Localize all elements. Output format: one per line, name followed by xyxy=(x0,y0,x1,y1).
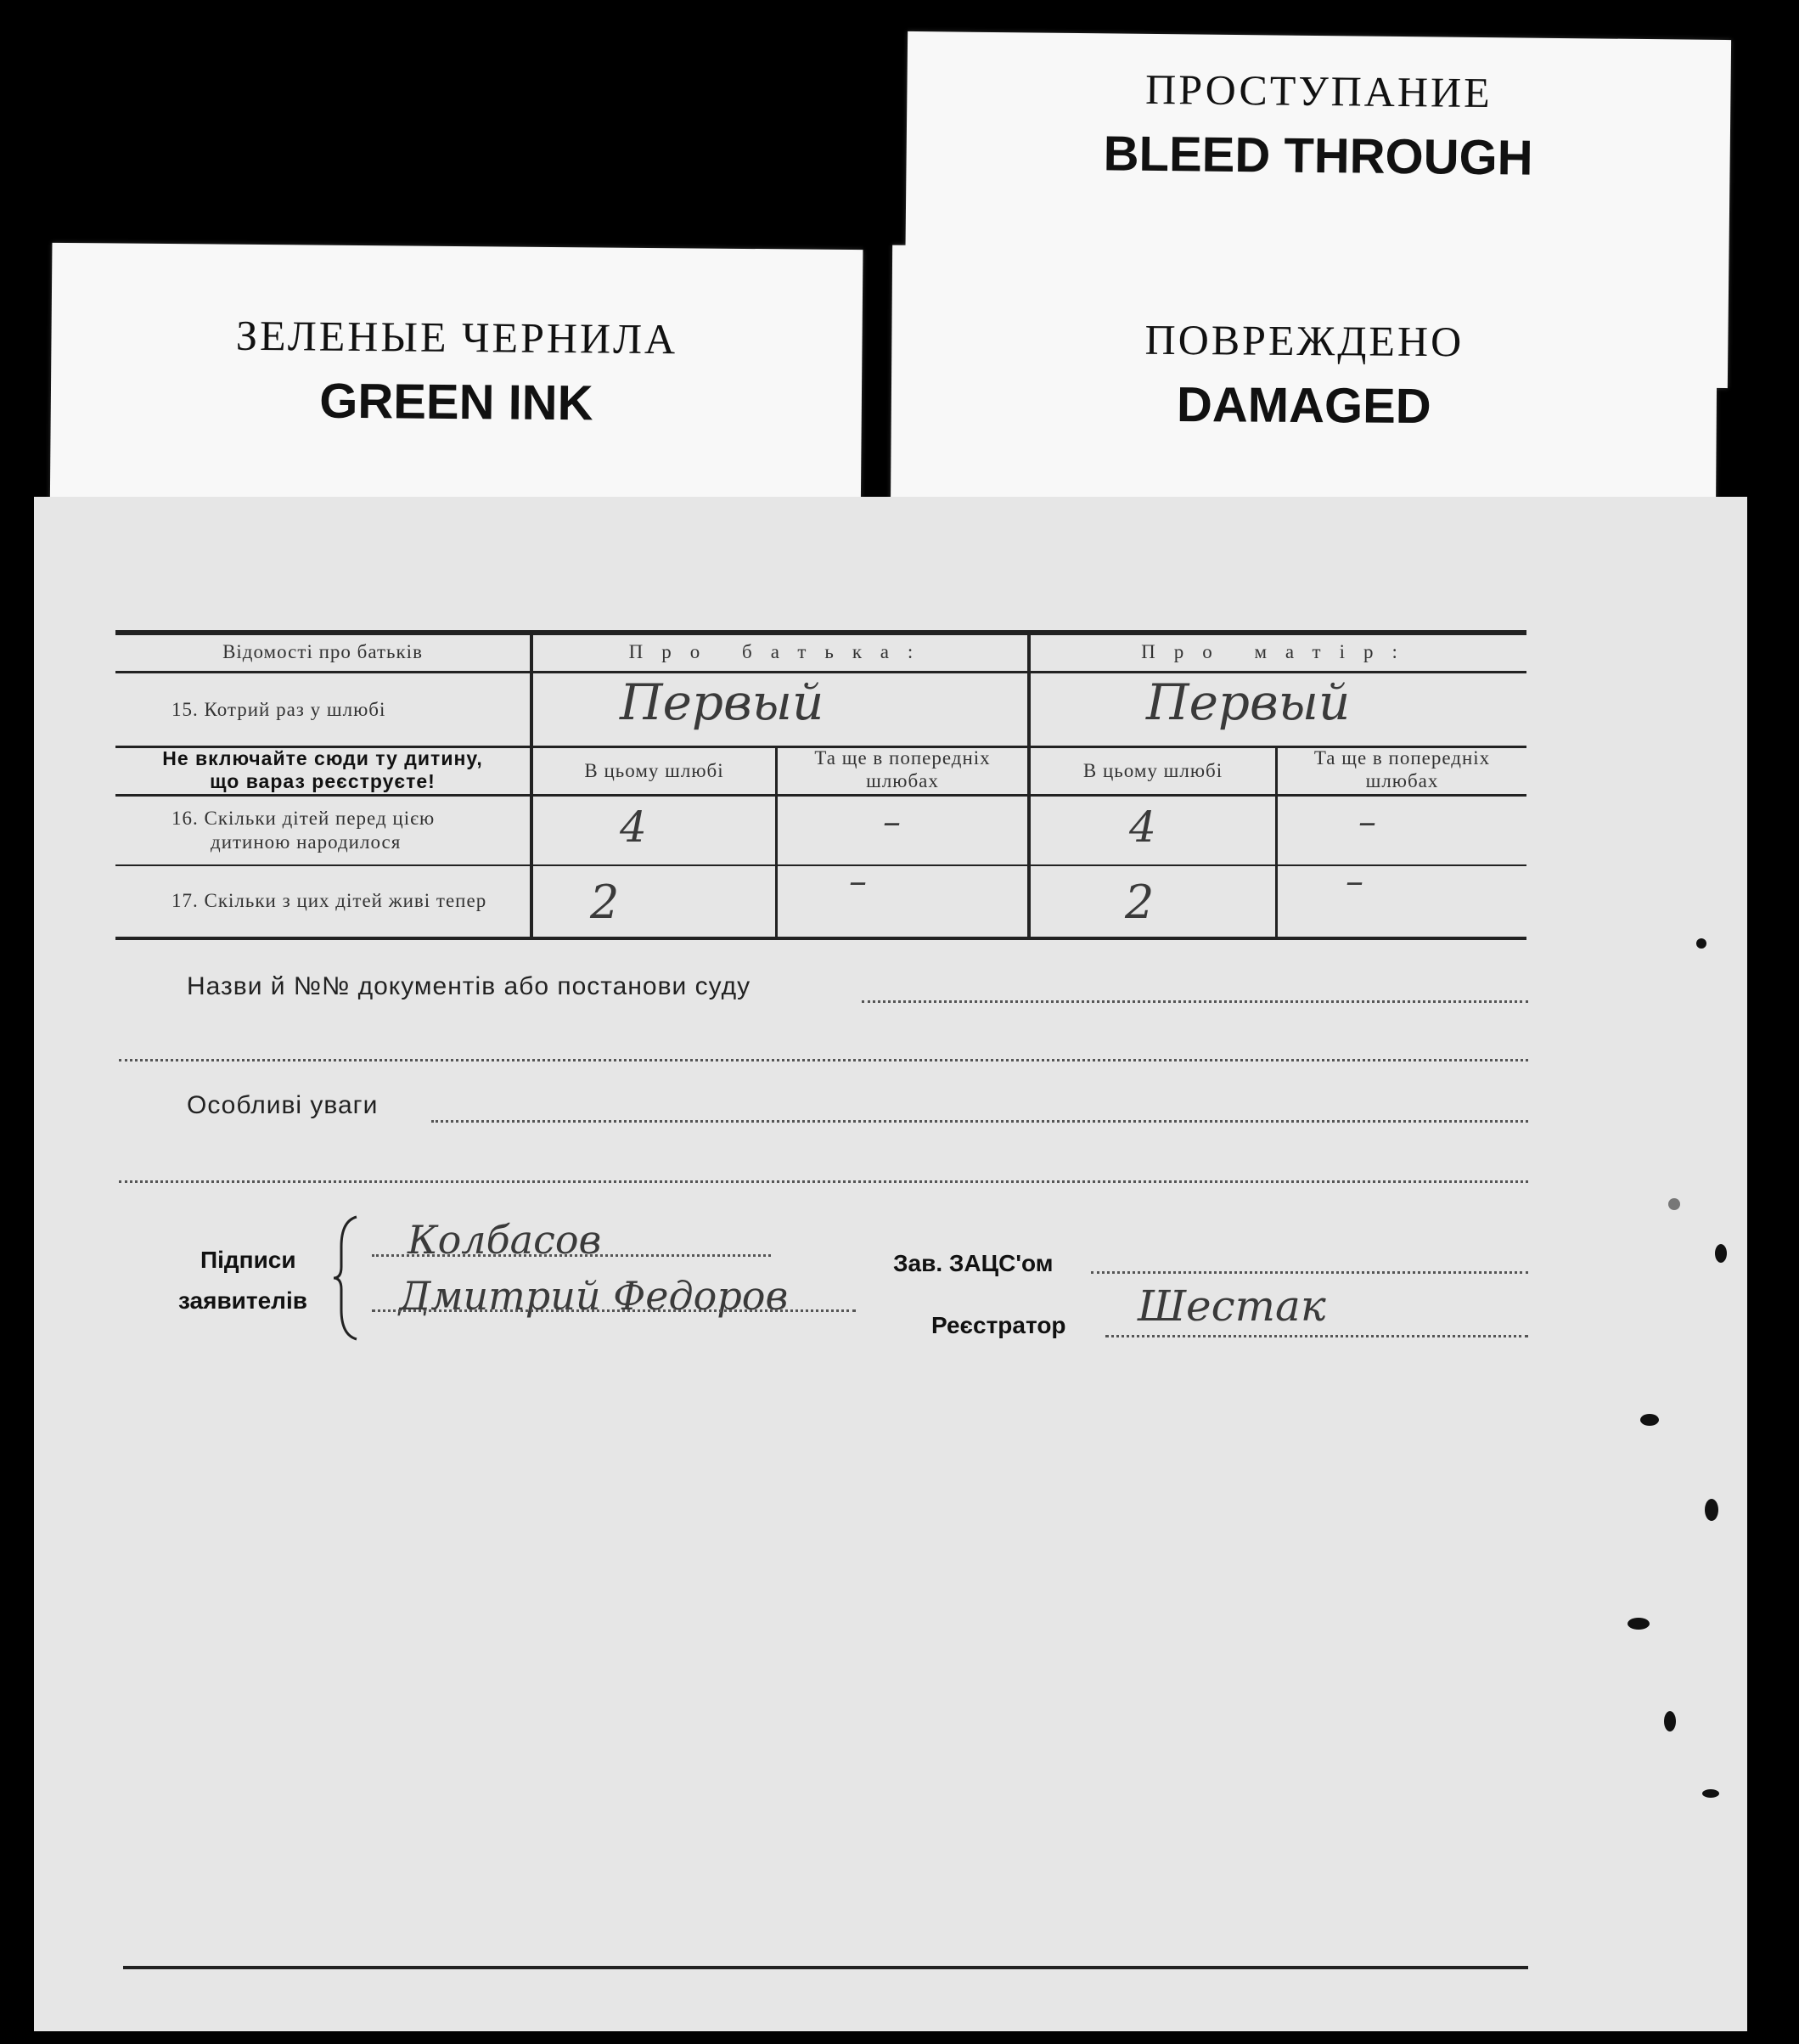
documents-line-2 xyxy=(119,1059,1528,1061)
row16-label-2: дитиною народилося xyxy=(211,831,402,853)
subheader-mother-this: В цьому шлюбі xyxy=(1082,760,1223,781)
punch-hole xyxy=(1664,1711,1676,1731)
bleed-through-en: BLEED THROUGH xyxy=(1103,126,1533,186)
registrar-line xyxy=(1105,1335,1528,1337)
row17-father-prev: – xyxy=(849,860,867,902)
row15-mother-value: Первый xyxy=(1146,673,1351,731)
signature-line-1 xyxy=(372,1254,771,1257)
row15-label: 15. Котрий раз у шлюбі xyxy=(171,699,386,720)
signatures-label-1: Підписи xyxy=(200,1247,296,1273)
row16-father-prev: – xyxy=(883,801,901,842)
header-section: Відомості про батьків xyxy=(222,641,423,662)
row16-mother-prev: – xyxy=(1358,801,1376,842)
row16-label-1: 16. Скільки дітей перед цією xyxy=(171,808,436,829)
header-father: Про батька: xyxy=(628,641,932,662)
remarks-line-2 xyxy=(119,1180,1528,1183)
table-divider-mid xyxy=(1027,633,1031,938)
green-ink-ru: ЗЕЛЕНЫЕ ЧЕРНИЛА xyxy=(235,311,678,363)
signatures-label-2: заявителів xyxy=(178,1287,307,1314)
bleed-through-ru: ПРОСТУПАНИЕ xyxy=(1144,65,1493,117)
punch-hole xyxy=(1705,1499,1718,1521)
form-sheet xyxy=(34,497,1747,2031)
subheader-father-this: В цьому шлюбі xyxy=(584,760,724,781)
row15-father-value: Первый xyxy=(620,673,824,731)
table-row16-rule xyxy=(115,864,1526,866)
row17-label: 17. Скільки з цих дітей живі тепер xyxy=(171,890,487,911)
signature-1: Колбасов xyxy=(408,1217,602,1263)
bottom-rule xyxy=(123,1966,1528,1969)
registrar-signature: Шестак xyxy=(1138,1281,1326,1331)
row17-mother-prev: – xyxy=(1346,860,1363,902)
punch-hole xyxy=(1640,1414,1659,1426)
remarks-label: Особливі уваги xyxy=(187,1091,379,1119)
note-line2: що вараз реєструєте! xyxy=(210,770,436,792)
damaged-en: DAMAGED xyxy=(1176,376,1431,435)
documents-label: Назви й №№ документів або постанови суду xyxy=(187,972,751,1000)
subheader-mother-prev-1: Та ще в попередніх xyxy=(1313,747,1491,769)
row17-father-this: 2 xyxy=(590,876,620,929)
damaged-label xyxy=(891,245,1717,532)
signatures-brace xyxy=(331,1214,362,1342)
punch-hole xyxy=(1628,1618,1650,1630)
table-top-rule xyxy=(115,630,1526,635)
header-mother: Про матір: xyxy=(1141,641,1416,662)
row17-mother-this: 2 xyxy=(1125,876,1155,929)
subheader-father-prev-1: Та ще в попередніх xyxy=(814,747,991,769)
punch-hole xyxy=(1668,1198,1680,1210)
signature-2: Дмитрий Федоров xyxy=(399,1273,789,1319)
punch-hole xyxy=(1696,938,1706,949)
remarks-line-1 xyxy=(431,1120,1528,1123)
row16-mother-this: 4 xyxy=(1129,802,1156,852)
registrar-label: Реєстратор xyxy=(931,1312,1066,1338)
note-line1: Не включайте сюди ту дитину, xyxy=(162,747,483,769)
documents-line-1 xyxy=(862,1000,1528,1003)
green-ink-en: GREEN INK xyxy=(318,373,593,431)
damaged-ru: ПОВРЕЖДЕНО xyxy=(1144,315,1464,366)
head-label: Зав. ЗАЦС'ом xyxy=(893,1250,1054,1276)
green-ink-label xyxy=(50,243,863,538)
table-note-rule xyxy=(115,794,1526,797)
subheader-mother-prev-2: шлюбах xyxy=(1365,770,1439,791)
row16-father-this: 4 xyxy=(620,802,647,852)
punch-hole xyxy=(1715,1244,1727,1263)
head-line xyxy=(1091,1271,1528,1274)
punch-hole xyxy=(1702,1789,1719,1798)
table-bottom-rule xyxy=(115,937,1526,940)
signature-line-2 xyxy=(372,1309,856,1312)
subheader-father-prev-2: шлюбах xyxy=(866,770,939,791)
